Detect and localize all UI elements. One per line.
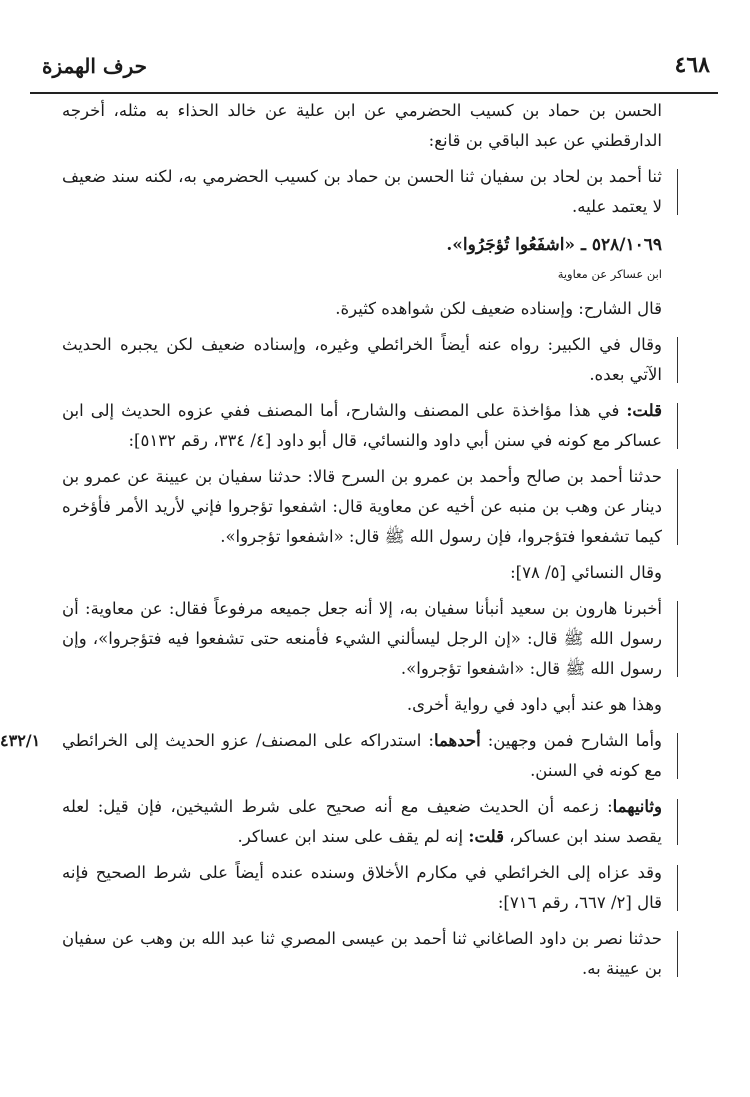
paragraph-11-text-a: : زعمه أن الحديث ضعيف مع أنه صحيح على شرط الشيخين، فإن قيل: لعله يقصد سند ابن عساكر، xyxy=(62,797,662,846)
second-point-label: وثانيهما xyxy=(612,797,662,816)
paragraph-13: حدثنا نصر بن داود الصاغاني ثنا أحمد بن عيسى المصري ثنا عبد الله بن وهب عن سفيان بن عيينة به. xyxy=(62,924,662,984)
paragraph-6: حدثنا أحمد بن صالح وأحمد بن عمرو بن السرح قالا: حدثنا سفيان بن عيينة عن عمرو بن دينار عن وهب بن منبه عن أخيه عن معاوية قال: اشفعوا تؤجروا فإني لأريد الأمر فأؤخره كيما تشفعوا فتؤجروا، فإن رسول الله ﷺ قال: «اشفعوا تؤجروا». xyxy=(62,462,662,552)
paragraph-9: وهذا هو عند أبي داود في رواية أخرى. xyxy=(406,695,662,714)
quote-1: ثنا أحمد بن لحاد بن سفيان ثنا الحسن بن حماد بن كسيب الحضرمي به، لكنه سند ضعيف لا يعتمد عليه. xyxy=(62,162,662,222)
hadith-number: ٥٢٨/١٠٦٩ ـ xyxy=(580,235,662,255)
paragraph-10-text: : استدراكه على المصنف/ عزو الحديث إلى الخرائطي مع كونه في السنن. xyxy=(62,731,662,780)
margin-reference: ٤٣٢/١ xyxy=(0,731,41,750)
paragraph-5-text: في هذا مؤاخذة على المصنف والشارح، أما المصنف ففي عزوه الحديث إلى ابن عساكر مع كونه في سنن أبي داود والنسائي، قال أبو داود [٤/ ٣٣٤، رقم ٥١٣٢]: xyxy=(62,401,662,450)
page-body xyxy=(0,96,662,990)
paragraph-8: أخبرنا هارون بن سعيد أنبأنا سفيان به، إلا أنه جعل جميعه مرفوعاً فقال: عن معاوية: أن رسول الله ﷺ قال: «إن الرجل ليسألني الشيء فأمنعه حتى تشفعوا فيه فتؤجروا»، وإن رسول الله ﷺ قال: «اشفعوا تؤجروا». xyxy=(62,594,662,684)
first-point-label: أحدهما xyxy=(433,731,481,750)
paragraph-12: وقد عزاه إلى الخرائطي في مكارم الأخلاق وسنده عنده أيضاً على شرط الصحيح فإنه قال [٢/ ٦٦٧، رقم ٧١٦]: xyxy=(62,858,662,918)
page-number: ٤٦٨ xyxy=(674,52,710,78)
paragraph-3: قال الشارح: وإسناده ضعيف لكن شواهده كثيرة. xyxy=(335,299,662,318)
paragraph-11-text-b: إنه لم يقف على سند ابن عساكر. xyxy=(237,827,469,846)
chapter-title: حرف الهمزة xyxy=(42,54,148,78)
paragraph-1: الحسن بن حماد بن كسيب الحضرمي عن ابن علية عن خالد الحذاء به مثله، أخرجه الدارقطني عن عبد الباقي بن قانع: xyxy=(62,101,662,150)
hadith-attribution: ابن عساكر عن معاوية xyxy=(557,267,662,281)
hadith-heading xyxy=(62,230,662,260)
paragraph-7: وقال النسائي [٥/ ٧٨]: xyxy=(510,563,662,582)
qultu-label: قلت: xyxy=(626,401,662,420)
header-divider xyxy=(30,92,718,94)
paragraph-5 xyxy=(62,396,662,456)
paragraph-11 xyxy=(62,792,662,852)
qultu-label-2: قلت: xyxy=(468,827,505,846)
hadith-text: «اشفَعُوا تُؤجَرُوا». xyxy=(446,235,576,255)
paragraph-10 xyxy=(0,726,662,786)
page-header xyxy=(0,52,750,90)
paragraph-10-intro: وأما الشارح فمن وجهين: xyxy=(480,731,662,750)
paragraph-4: وقال في الكبير: رواه عنه أيضاً الخرائطي وغيره، وإسناده ضعيف لكن يجبره الحديث الآتي بعده. xyxy=(62,330,662,390)
